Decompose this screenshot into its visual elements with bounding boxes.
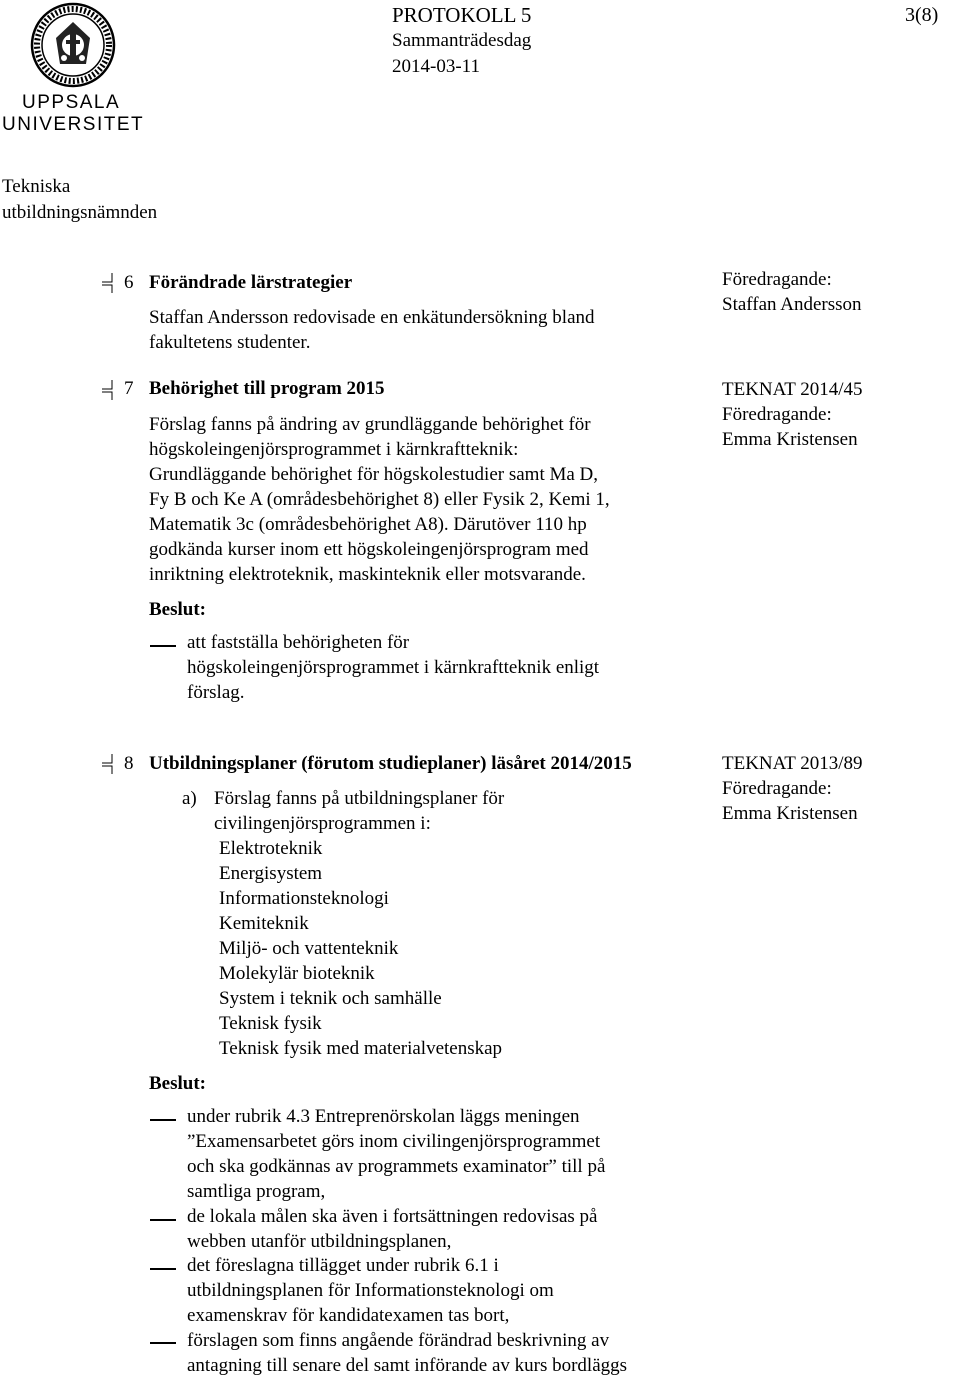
decision-text: förslagen som finns angående förändrad beskrivning av antagning till senare del samt införande av kurs bordläggs — [187, 1330, 628, 1376]
decision-bullet — [150, 645, 176, 647]
item-number: 6 — [124, 272, 134, 293]
list-item: Molekylär bioteknik — [219, 963, 375, 984]
decision-label: Beslut: — [149, 599, 206, 620]
decision-text: det föreslagna tillägget under rubrik 6.1 i utbildningsplanen för Informationsteknologi om examenskrav för kandidatexamen tas bort, — [187, 1255, 554, 1326]
paragraph-mark-icon — [100, 753, 114, 775]
item-heading: Förändrade lärstrategier — [149, 272, 353, 293]
protocol-title: PROTOKOLL 5 — [392, 3, 532, 27]
item-body: Förslag fanns på ändring av grundläggande behörighet för högskoleingenjörsprogrammet i kärnkraftteknik: Grundläggande behörighet för högskolestudier samt Ma D, Fy B och Ke A (områdesbehörighet 8) eller Fysik 2, Kemi 1, Matematik 3c (områdesbehörighet A8). Därutöver 110 hp godkända kurser inom ett högskoleingenjörsprogram med inriktning elektroteknik, maskinteknik eller motsvarande. — [149, 414, 610, 585]
item-side-note: TEKNAT 2014/45 Föredragande: Emma Kristensen — [722, 379, 863, 450]
paragraph-mark-icon — [100, 272, 114, 294]
university-seal-logo — [30, 2, 116, 88]
decision-text: att fastställa behörigheten för högskoleingenjörsprogrammet i kärnkraftteknik enligt förslag. — [187, 632, 600, 703]
item-heading: Behörighet till program 2015 — [149, 378, 385, 399]
decision-text: under rubrik 4.3 Entreprenörskolan läggs meningen ”Examensarbetet görs inom civilingenjörsprogrammet och ska godkännas av programmets examinator” till på samtliga program, — [187, 1106, 606, 1202]
item-side-note: Föredragande: Staffan Andersson — [722, 269, 862, 315]
decision-label: Beslut: — [149, 1073, 206, 1094]
sub-item-label: a) — [182, 788, 197, 809]
sub-item-intro: Förslag fanns på utbildningsplaner för civilingenjörsprogrammen i: — [214, 788, 505, 834]
decision-bullet — [150, 1219, 176, 1221]
department-name: Tekniska utbildningsnämnden — [2, 176, 158, 223]
decision-text: de lokala målen ska även i fortsättningen redovisas på webben utanför utbildningsplanen, — [187, 1206, 598, 1252]
decision-bullet — [150, 1342, 176, 1344]
list-item: Energisystem — [219, 863, 323, 884]
page-number: 3(8) — [905, 4, 939, 26]
list-item: Teknisk fysik med materialvetenskap — [219, 1038, 503, 1059]
decision-bullet — [150, 1119, 176, 1121]
item-number: 8 — [124, 753, 134, 774]
item-number: 7 — [124, 378, 134, 399]
document-header — [392, 2, 531, 80]
paragraph-mark-icon — [100, 379, 114, 401]
item-side-note: TEKNAT 2013/89 Föredragande: Emma Kristensen — [722, 753, 863, 824]
list-item: Kemiteknik — [219, 913, 309, 934]
decision-bullet — [150, 1268, 176, 1270]
item-heading: Utbildningsplaner (förutom studieplaner) läsåret 2014/2015 — [149, 753, 632, 774]
meeting-label: Sammanträdesdag — [392, 30, 532, 51]
meeting-date: 2014-03-11 — [392, 56, 480, 77]
list-item: Elektroteknik — [219, 838, 323, 859]
university-wordmark: UPPSALA UNIVERSITET — [2, 92, 145, 135]
program-list — [219, 836, 502, 1061]
list-item: Miljö- och vattenteknik — [219, 938, 399, 959]
list-item: Informationsteknologi — [219, 888, 389, 909]
list-item: System i teknik och samhälle — [219, 988, 442, 1009]
item-body: Staffan Andersson redovisade en enkätundersökning bland fakultetens studenter. — [149, 307, 595, 353]
list-item: Teknisk fysik — [219, 1013, 322, 1034]
